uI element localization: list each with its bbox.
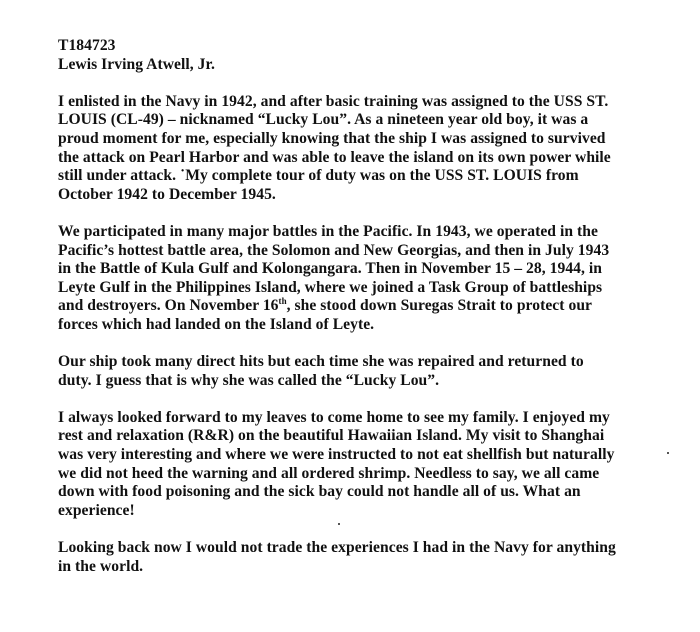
text-line: rest and relaxation (R&R) on the beautiful Hawaiian Island. My visit to Shanghai <box>58 427 605 445</box>
text-line: I always looked forward to my leaves to come home to see my family. I enjoyed my <box>58 408 610 426</box>
text-line: still under attack. ˙My complete tour of duty was on the USS ST. LOUIS from <box>58 167 579 185</box>
text-line: October 1942 to December 1945. <box>58 185 276 203</box>
text-segment: , she stood down Suregas Strait to protect our <box>286 297 593 315</box>
text-line: We participated in many major battles in the Pacific. In 1943, we operated in the <box>58 222 598 240</box>
text-line: forces which had landed on the Island of Leyte. <box>58 315 375 333</box>
text-line: I enlisted in the Navy in 1942, and after basic training was assigned to the USS ST. <box>58 92 609 110</box>
text-line: Looking back now I would not trade the experiences I had in the Navy for anything <box>58 539 616 557</box>
author-name: Lewis Irving Atwell, Jr. <box>58 55 215 73</box>
paragraph-leaves <box>58 409 688 521</box>
text-line: experience! <box>58 501 135 519</box>
text-line: Leyte Gulf in the Philippines Island, where we joined a Task Group of battleships <box>58 278 603 296</box>
paragraph-direct-hits <box>58 353 688 390</box>
scan-speck <box>667 452 669 454</box>
text-line: LOUIS (CL-49) – nicknamed “Lucky Lou”. As a nineteen year old boy, it was a <box>58 111 589 129</box>
text-line: Our ship took many direct hits but each time she was repaired and returned to <box>58 353 584 371</box>
scan-speck <box>338 523 340 525</box>
text-line: Pacific’s hottest battle area, the Solomon and New Georgias, and then in July 1943 <box>58 241 610 259</box>
text-line: in the world. <box>58 557 144 575</box>
text-line: we did not heed the warning and all ordered shrimp. Needless to say, we all came <box>58 464 600 482</box>
text-line <box>58 297 688 316</box>
text-line: proud moment for me, especially knowing that the ship I was assigned to survived <box>58 129 606 147</box>
text-line: duty. I guess that is why she was called the “Lucky Lou”. <box>58 371 440 389</box>
paragraph-enlistment <box>58 93 688 205</box>
text-line: was very interesting and where we were instructed to not eat shellfish but naturally <box>58 446 615 464</box>
text-line: in the Battle of Kula Gulf and Kolongangara. Then in November 15 – 28, 1944, in <box>58 260 603 278</box>
text-line: the attack on Pearl Harbor and was able to leave the island on its own power while <box>58 148 611 166</box>
ordinal-superscript: th <box>278 296 287 307</box>
paragraph-battles <box>58 223 688 335</box>
document-id: T184723 <box>58 37 116 54</box>
paragraph-looking-back <box>58 539 688 576</box>
document <box>58 37 688 595</box>
text-line: down with food poisoning and the sick bay could not handle all of us. What an <box>58 483 581 501</box>
text-segment: and destroyers. On November 16 <box>58 297 279 315</box>
